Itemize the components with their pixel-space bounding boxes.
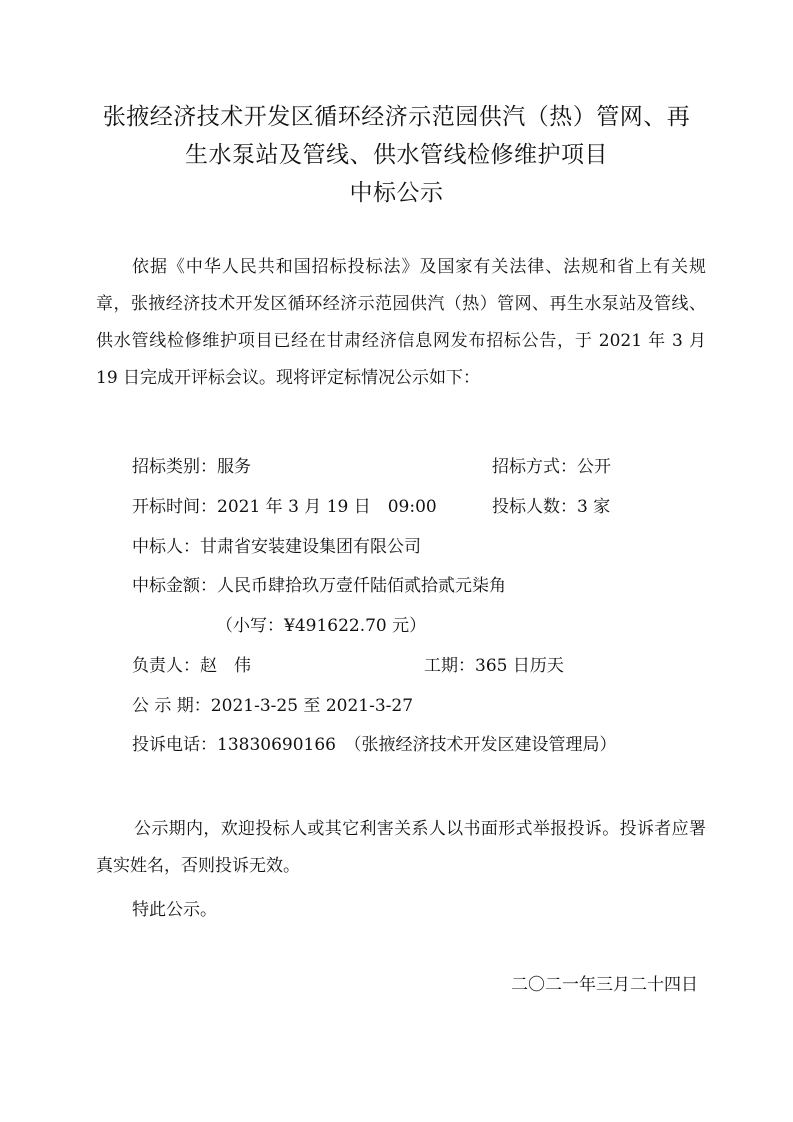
winning-bidder: 中标人：甘肃省安装建设集团有限公司	[132, 537, 421, 557]
winning-amount: 中标金额：人民币肆拾玖万壹仟陆佰贰拾贰元柒角	[132, 576, 506, 596]
bid-category: 招标类别：服务	[132, 457, 251, 477]
bid-method: 招标方式：公开	[492, 457, 611, 477]
open-time: 开标时间：2021 年 3 月 19 日 09:00	[132, 497, 437, 517]
complaint-phone: 投诉电话：13830690166 （张掖经济技术开发区建设管理局）	[132, 735, 617, 755]
responsible-person: 负责人：赵 伟	[132, 656, 251, 676]
bidder-count: 投标人数：3 家	[492, 497, 611, 517]
title-line-3: 中标公示	[349, 180, 444, 206]
publicity-period: 公 示 期：2021-3-25 至 2021-3-27	[132, 696, 414, 716]
notice-paragraph: 公示期内，欢迎投标人或其它利害关系人以书面形式举报投诉。投诉者应署真实姓名，否则投诉无效。	[96, 819, 706, 876]
issue-date: 二〇二一年三月二十四日	[511, 975, 698, 995]
closing-statement: 特此公示。	[132, 900, 217, 920]
winning-amount-numeric: （小写：¥491622.70 元）	[216, 616, 427, 636]
title-line-2: 生水泵站及管线、供水管线检修维护项目	[185, 142, 608, 168]
construction-period: 工期：365 日历天	[424, 656, 564, 676]
title-line-1: 张掖经济技术开发区循环经济示范园供汽（热）管网、再	[102, 104, 691, 130]
intro-paragraph: 依据《中华人民共和国招标投标法》及国家有关法律、法规和省上有关规章，张掖经济技术开发区循环经济示范园供汽（热）管网、再生水泵站及管线、供水管线检修维护项目已经在甘肃经济信息网发布招标公告，于 2021 年 3 月 19 日完成开评标会议。现将评定标情况公示如下：	[96, 257, 706, 388]
